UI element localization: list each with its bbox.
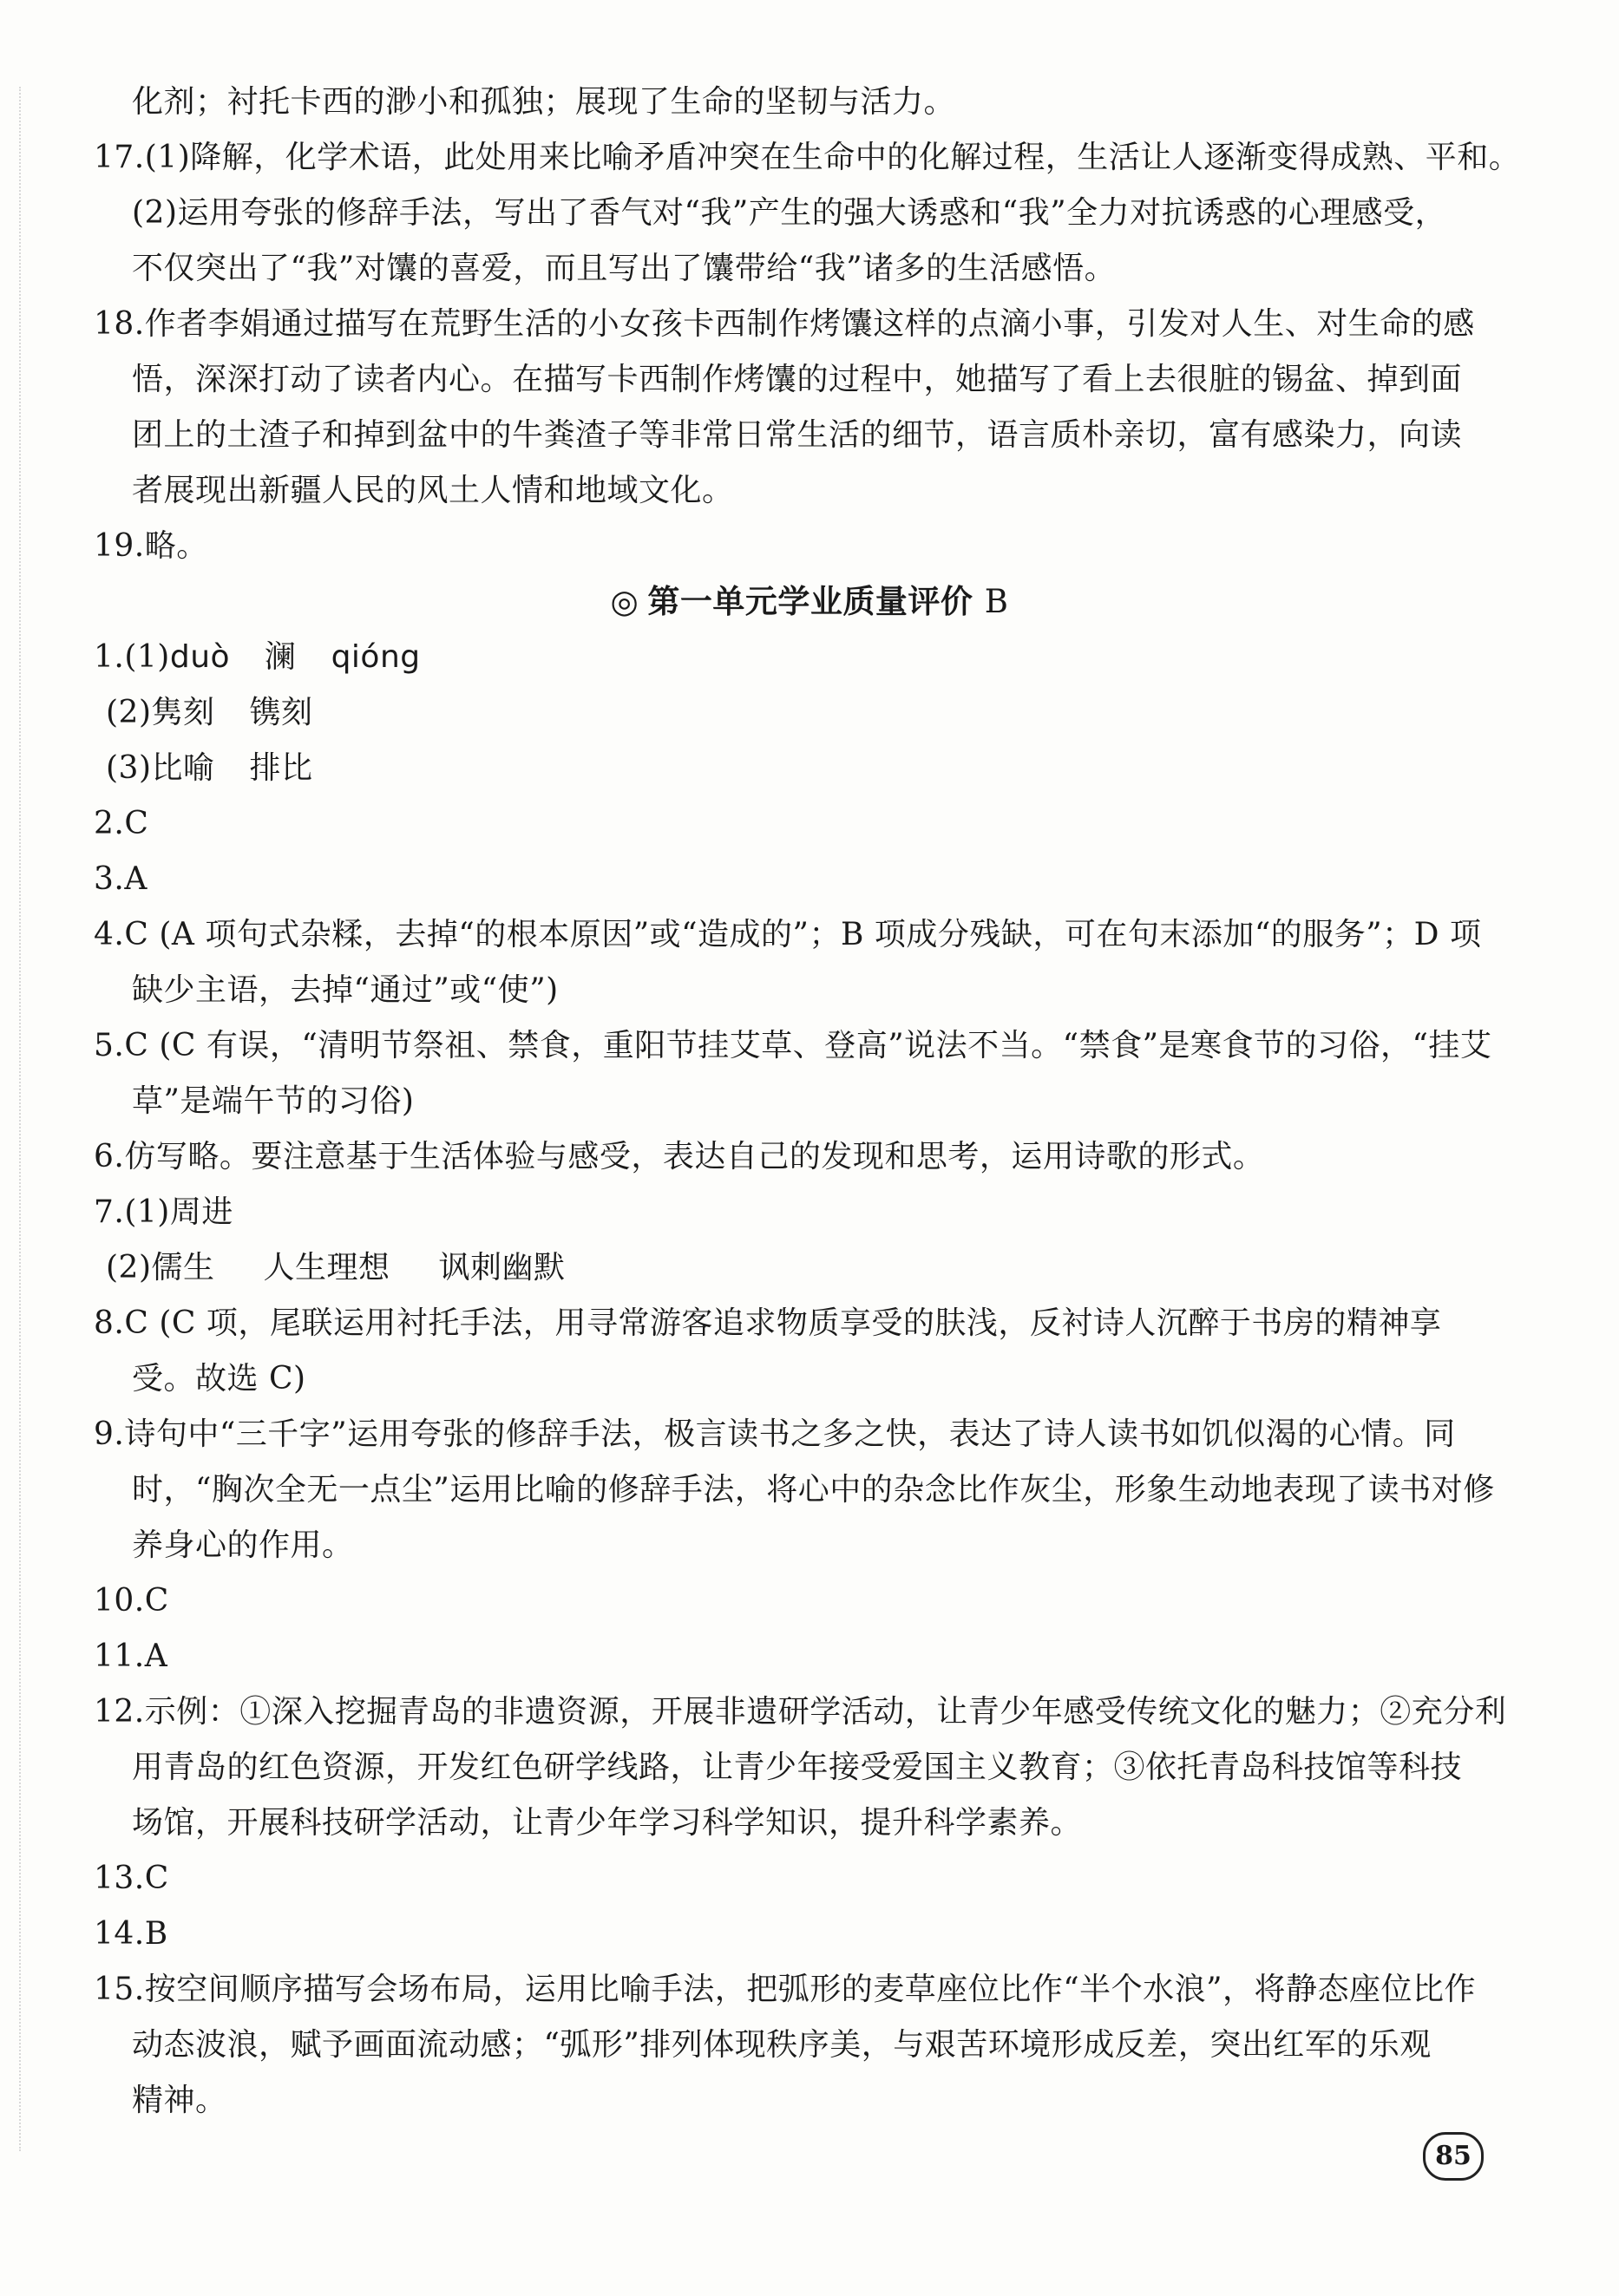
answer-1-part3-a: (3)比喻 xyxy=(106,750,215,786)
answer-9-cont2: 养身心的作用。 xyxy=(132,1527,354,1563)
answer-content xyxy=(94,83,1525,2137)
pinyin-duo: duò xyxy=(169,639,231,675)
answer-1-part1 xyxy=(94,638,1525,677)
answer-9-cont1: 时，“胸次全无一点尘”运用比喻的修辞手法，将心中的杂念比作灰尘，形象生动地表现了读书对修 xyxy=(132,1472,1495,1508)
answer-1-part3 xyxy=(94,749,1525,788)
answer-4-cont: 缺少主语，去掉“通过”或“使”) xyxy=(132,972,559,1008)
answer-18-cont3: 者展现出新疆人民的风土人情和地域文化。 xyxy=(132,473,734,508)
answer-2: 2.C xyxy=(94,806,149,841)
section-title-suffix: B xyxy=(984,583,1009,620)
answer-17-part2: (2)运用夸张的修辞手法，写出了香气对“我”产生的强大诱惑和“我”全力对抗诱惑的心理感受， xyxy=(132,195,1447,231)
answer-7-part2-c: 讽刺幽默 xyxy=(438,1250,566,1285)
answer-5: 5.C (C 有误，“清明节祭祖、禁食，重阳节挂艾草、登高”说法不当。“禁食”是寒食节的习俗，“挂艾 xyxy=(94,1028,1492,1063)
answer-10: 10.C xyxy=(94,1583,169,1619)
answer-18: 18.作者李娟通过描写在荒野生活的小女孩卡西制作烤馕这样的点滴小事，引发对人生、对生命的感 xyxy=(94,306,1475,342)
answer-3: 3.A xyxy=(94,861,147,897)
section-title-mark: ◎ xyxy=(610,583,639,620)
answer-12-cont2: 场馆，开展科技研学活动，让青少年学习科学知识，提升科学素养。 xyxy=(132,1805,1083,1841)
answer-1-part2-b: 镌刻 xyxy=(249,695,313,730)
answer-11: 11.A xyxy=(94,1639,168,1674)
answer-8: 8.C (C 项，尾联运用衬托手法，用寻常游客追求物质享受的肤浅，反衬诗人沉醉于书房的精神享 xyxy=(94,1305,1442,1341)
answer-7-part2-b: 人生理想 xyxy=(263,1250,390,1285)
pinyin-qiong: qióng xyxy=(331,639,421,675)
margin-guide-line xyxy=(19,87,21,2151)
answer-16-continued: 化剂；衬托卡西的渺小和孤独；展现了生命的坚韧与活力。 xyxy=(132,84,956,120)
answer-1-prefix: 1.(1) xyxy=(94,639,170,675)
answer-15: 15.按空间顺序描写会场布局，运用比喻手法，把弧形的麦草座位比作“半个水浪”，将静态座位比作 xyxy=(94,1972,1477,2007)
answer-15-cont2: 精神。 xyxy=(132,2083,227,2118)
answer-18-cont2: 团上的土渣子和掉到盆中的牛粪渣子等非常日常生活的细节，语言质朴亲切，富有感染力，向读 xyxy=(132,417,1463,453)
answer-1-part2-a: (2)隽刻 xyxy=(106,695,215,730)
section-title xyxy=(94,583,1525,621)
answer-7-part2 xyxy=(94,1249,1525,1287)
answer-17-part1: 17.(1)降解，化学术语，此处用来比喻矛盾冲突在生命中的化解过程，生活让人逐渐变得成熟、平和。 xyxy=(94,140,1521,175)
answer-18-cont1: 悟，深深打动了读者内心。在描写卡西制作烤馕的过程中，她描写了看上去很脏的锡盆、掉到面 xyxy=(132,362,1463,397)
answer-6: 6.仿写略。要注意基于生活体验与感受，表达自己的发现和思考，运用诗歌的形式。 xyxy=(94,1139,1265,1174)
answer-7-part2-a: (2)儒生 xyxy=(106,1250,215,1285)
section-title-text: 第一单元学业质量评价 xyxy=(647,583,973,620)
answer-15-cont1: 动态波浪，赋予画面流动感；“弧形”排列体现秩序美，与艰苦环境形成反差，突出红军的乐观 xyxy=(132,2027,1432,2063)
answer-9: 9.诗句中“三千字”运用夸张的修辞手法，极言读书之多之快，表达了诗人读书如饥似渴的心情。同 xyxy=(94,1416,1456,1452)
answer-19: 19.略。 xyxy=(94,528,208,564)
page-number: 85 xyxy=(1423,2132,1484,2181)
answer-1-part2 xyxy=(94,694,1525,732)
answer-14: 14.B xyxy=(94,1916,168,1952)
answer-8-cont: 受。故选 C) xyxy=(132,1361,306,1397)
answer-5-cont: 草”是端午节的习俗) xyxy=(132,1083,415,1119)
char-lan: 澜 xyxy=(265,639,297,675)
answer-12: 12.示例：①深入挖掘青岛的非遗资源，开展非遗研学活动，让青少年感受传统文化的魅力；②充分利 xyxy=(94,1694,1507,1730)
answer-12-cont1: 用青岛的红色资源，开发红色研学线路，让青少年接受爱国主义教育；③依托青岛科技馆等科技 xyxy=(132,1750,1463,1785)
answer-1-part3-b: 排比 xyxy=(249,750,313,786)
answer-13: 13.C xyxy=(94,1861,169,1896)
answer-4: 4.C (A 项句式杂糅，去掉“的根本原因”或“造成的”；B 项成分残缺，可在句末添加“的服务”；D 项 xyxy=(94,917,1482,952)
answer-17-part2-cont: 不仅突出了“我”对馕的喜爱，而且写出了馕带给“我”诸多的生活感悟。 xyxy=(132,251,1117,286)
answer-7-part1: 7.(1)周进 xyxy=(94,1194,233,1230)
